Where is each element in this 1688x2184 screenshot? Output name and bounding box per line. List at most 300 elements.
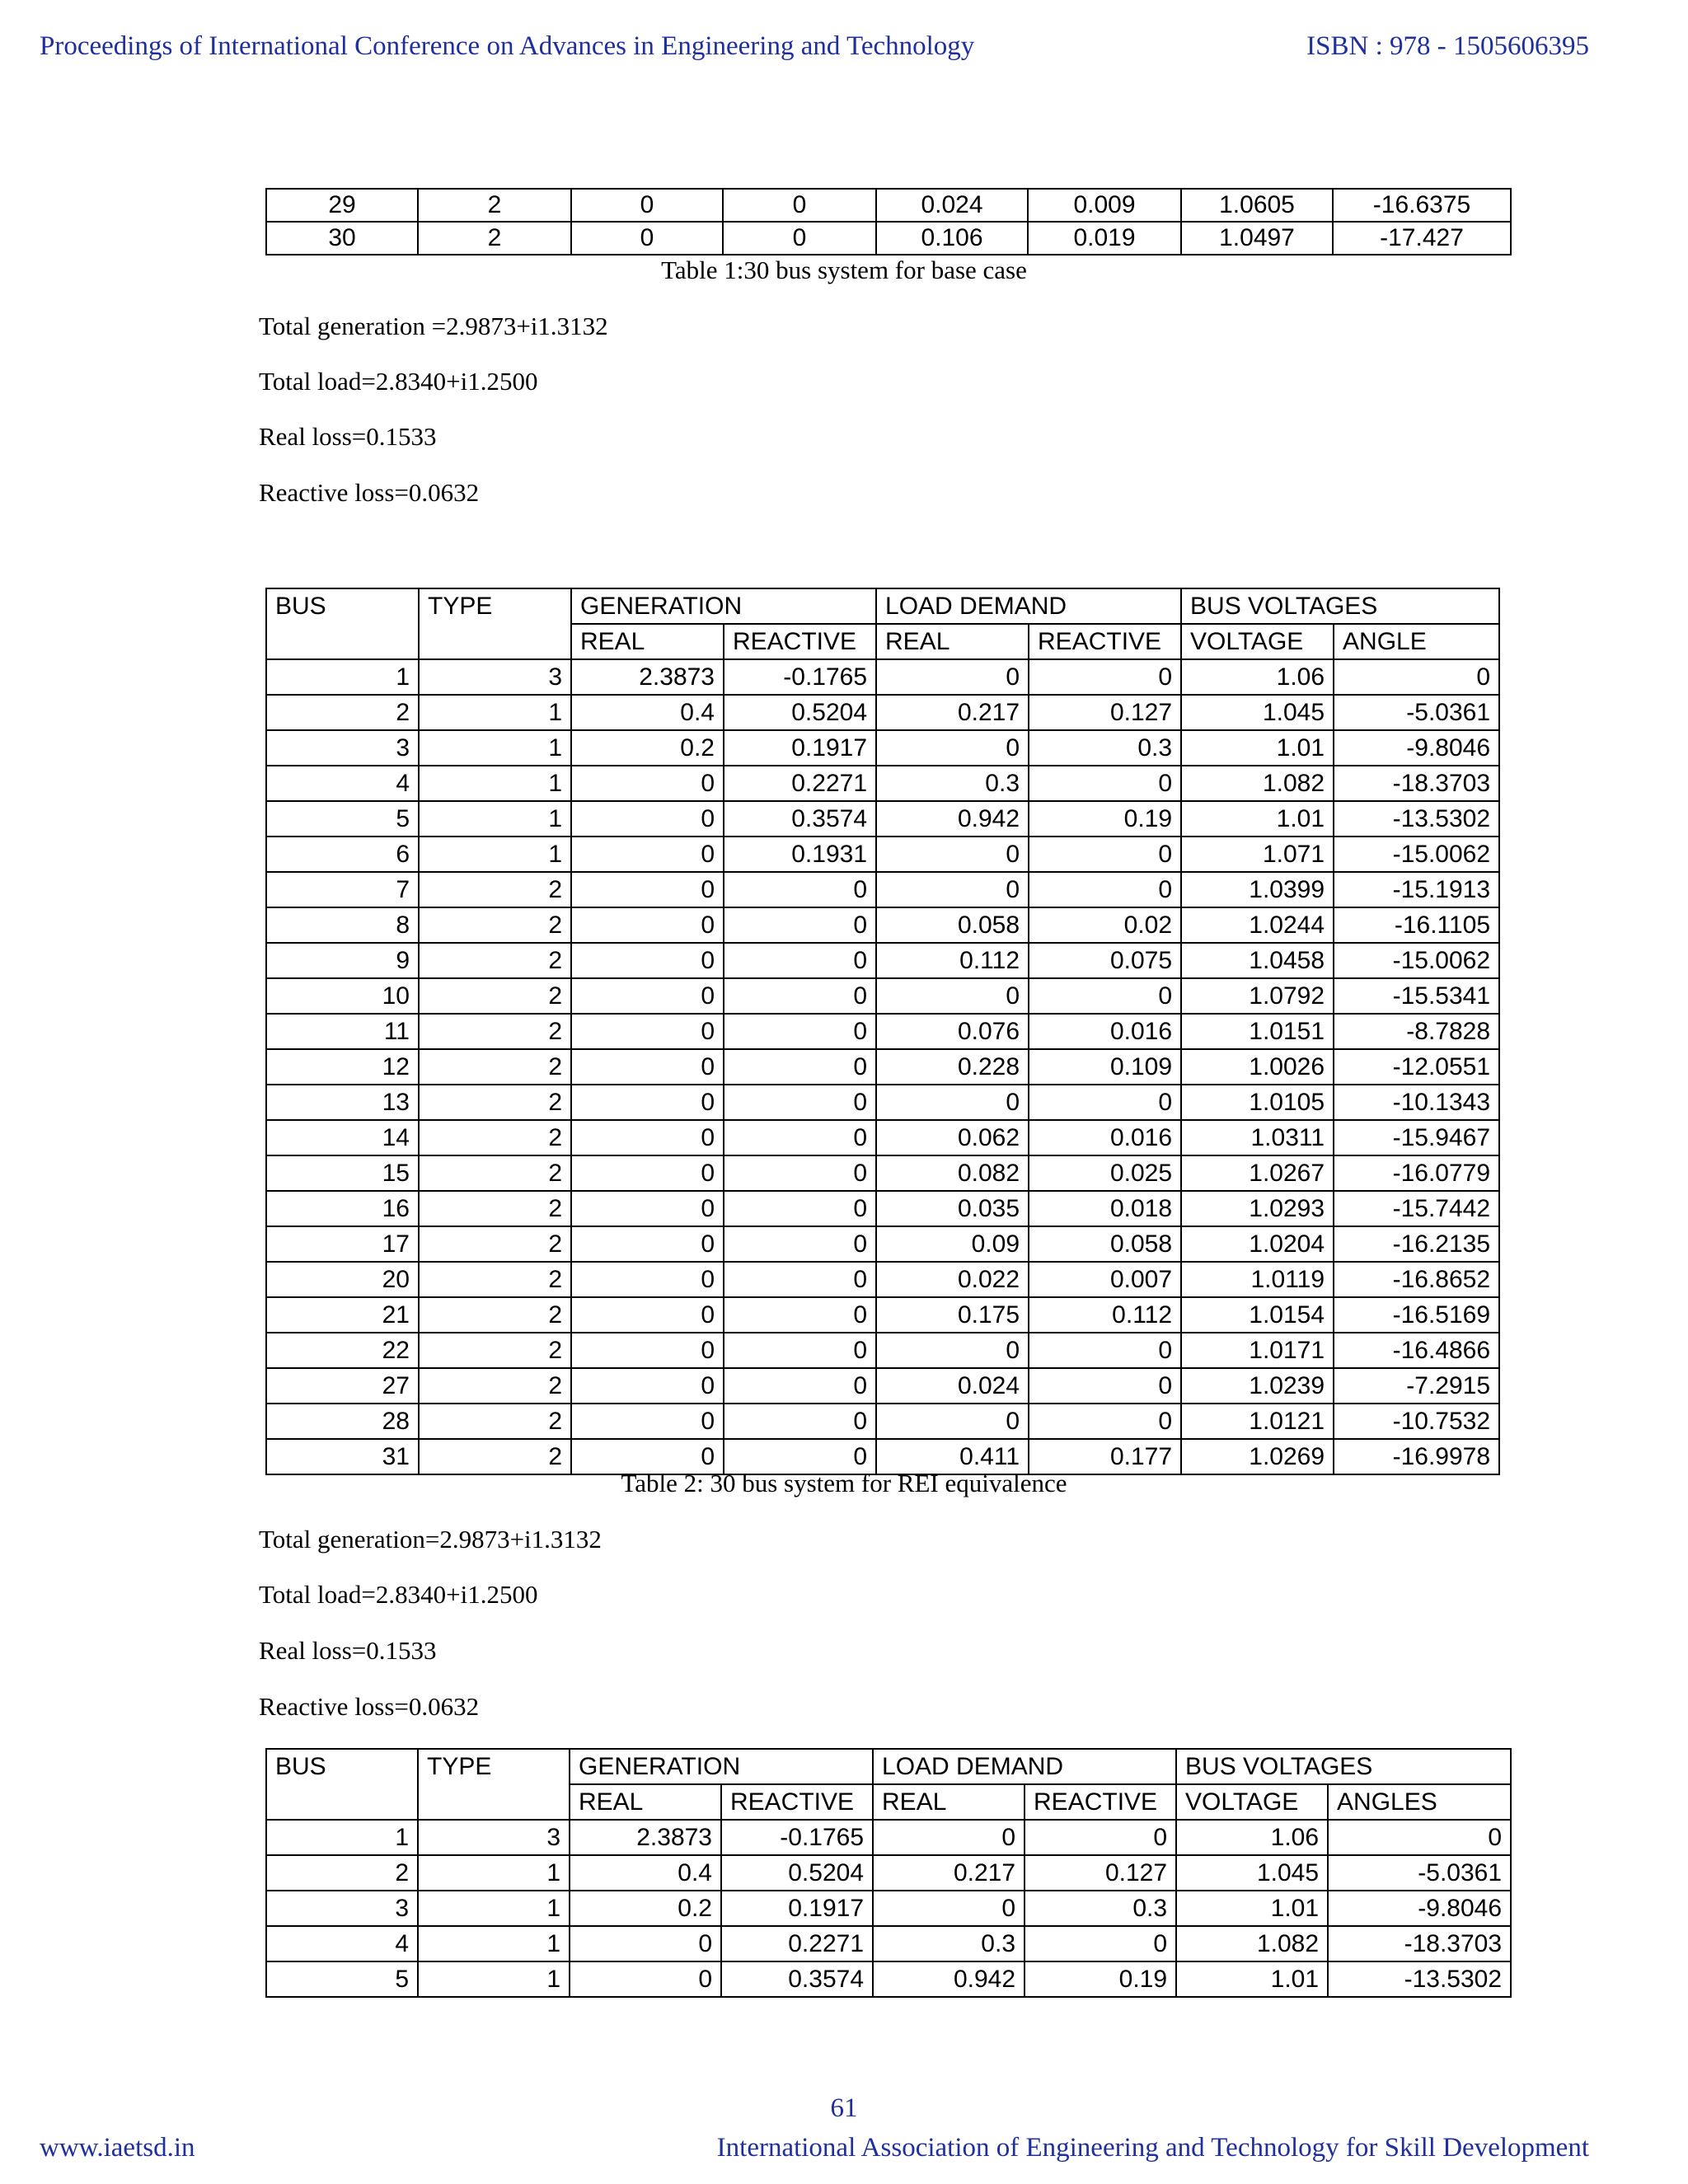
table-3-cell: 0.19 <box>1025 1961 1176 1997</box>
table-2-cell: 8 <box>266 907 419 943</box>
table-2-cell: 16 <box>266 1191 419 1226</box>
table-3-cell: 0.127 <box>1025 1855 1176 1891</box>
table-3-cell: -18.3703 <box>1328 1926 1511 1961</box>
table-2-cell: 0 <box>1029 766 1181 801</box>
table-1-cell: 29 <box>266 189 418 222</box>
table-2-cell: 0.058 <box>876 907 1029 943</box>
table-3-subheader-angles: ANGLES <box>1328 1784 1511 1820</box>
table-2-cell: 1.0119 <box>1181 1262 1334 1297</box>
table-2-cell: 0 <box>876 659 1029 695</box>
table-2-cell: -15.0062 <box>1334 943 1499 978</box>
table-2-cell: 31 <box>266 1439 419 1474</box>
table-3-cell: 1.06 <box>1176 1820 1328 1855</box>
table-2-cell: 0.082 <box>876 1155 1029 1191</box>
table-2-row <box>266 1368 1499 1404</box>
table-3-cell: 0.942 <box>873 1961 1025 1997</box>
table-1-cell: 0 <box>723 189 876 222</box>
table-2-cell: 1.0244 <box>1181 907 1334 943</box>
table-3-cell: 4 <box>266 1926 418 1961</box>
table-2-cell: 5 <box>266 801 419 837</box>
table-2-header-type: TYPE <box>419 588 571 659</box>
table-2-cell: 0 <box>724 1368 876 1404</box>
table-2-cell: 0 <box>571 872 724 907</box>
table-2-cell: 0.2 <box>571 730 724 766</box>
table-2-cell: -9.8046 <box>1334 730 1499 766</box>
table-3-cell: 0 <box>873 1891 1025 1926</box>
table-2-header-generation: GENERATION <box>571 588 876 624</box>
table-2-cell: 2 <box>419 1333 571 1368</box>
summary-1-real-loss: Real loss=0.1533 <box>259 422 437 451</box>
table-2-cell: 0 <box>724 1439 876 1474</box>
table-2-cell: 0.112 <box>876 943 1029 978</box>
table-2-cell: 2 <box>419 872 571 907</box>
table-3-subheader-load-real: REAL <box>873 1784 1025 1820</box>
table-2-cell: 0.025 <box>1029 1155 1181 1191</box>
table-2-cell: 2 <box>419 1404 571 1439</box>
table-2-cell: 0.016 <box>1029 1014 1181 1049</box>
table-3-cell: 0 <box>1328 1820 1511 1855</box>
table-1-cell: 0.024 <box>876 189 1028 222</box>
table-2-header-bus: BUS <box>266 588 419 659</box>
table-3-cell: 1 <box>266 1820 418 1855</box>
table-2-header-load-demand: LOAD DEMAND <box>876 588 1181 624</box>
table-2-cell: 0 <box>1029 659 1181 695</box>
table-3-cell: -5.0361 <box>1328 1855 1511 1891</box>
table-2-cell: 0.2271 <box>724 766 876 801</box>
table-1-cell: 0.106 <box>876 222 1028 255</box>
table-2-row <box>266 1014 1499 1049</box>
table-2-cell: 0 <box>571 1297 724 1333</box>
table-2-row <box>266 1120 1499 1155</box>
table-2-cell: 10 <box>266 978 419 1014</box>
table-2-cell: 1 <box>419 695 571 730</box>
table-2-cell: 0.3574 <box>724 801 876 837</box>
table-2-cell: 2.3873 <box>571 659 724 695</box>
table-3-header-bus-voltages: BUS VOLTAGES <box>1176 1749 1511 1784</box>
table-1-caption: Table 1:30 bus system for base case <box>661 255 1027 284</box>
table-2-cell: 27 <box>266 1368 419 1404</box>
table-2-cell: 1.071 <box>1181 837 1334 872</box>
table-2-row <box>266 766 1499 801</box>
table-2-cell: 0 <box>724 1262 876 1297</box>
table-2 <box>265 588 1500 1475</box>
table-3-row <box>266 1891 1511 1926</box>
table-2-cell: 0.5204 <box>724 695 876 730</box>
table-2-cell: 0 <box>571 1120 724 1155</box>
table-3-cell: 0.3 <box>873 1926 1025 1961</box>
table-2-cell: 0.112 <box>1029 1297 1181 1333</box>
table-2-cell: 0 <box>571 1049 724 1085</box>
table-2-cell: 1.0399 <box>1181 872 1334 907</box>
table-2-row <box>266 837 1499 872</box>
table-2-cell: 1.0792 <box>1181 978 1334 1014</box>
table-2-cell: 0.942 <box>876 801 1029 837</box>
table-2-cell: -5.0361 <box>1334 695 1499 730</box>
table-2-cell: 0 <box>571 1439 724 1474</box>
table-2-row <box>266 1191 1499 1226</box>
table-2-subheader-gen-reactive: REACTIVE <box>724 624 876 659</box>
table-2-cell: 2 <box>266 695 419 730</box>
table-2-cell: 11 <box>266 1014 419 1049</box>
table-2-cell: 0 <box>571 978 724 1014</box>
table-2-cell: 2 <box>419 1085 571 1120</box>
table-2-cell: 0 <box>571 1155 724 1191</box>
table-3-subheader-voltage: VOLTAGE <box>1176 1784 1328 1820</box>
table-2-cell: 2 <box>419 978 571 1014</box>
table-3-cell: 0 <box>1025 1926 1176 1961</box>
table-2-cell: 1.0105 <box>1181 1085 1334 1120</box>
table-2-cell: 1.0171 <box>1181 1333 1334 1368</box>
table-1 <box>265 188 1512 255</box>
table-2-row <box>266 1297 1499 1333</box>
table-3-subheader-gen-real: REAL <box>570 1784 721 1820</box>
table-2-cell: 1.082 <box>1181 766 1334 801</box>
table-1-cell: 0 <box>571 189 723 222</box>
table-2-cell: 1.0311 <box>1181 1120 1334 1155</box>
table-2-subheader-gen-real: REAL <box>571 624 724 659</box>
table-2-cell: 0 <box>1029 978 1181 1014</box>
table-2-cell: -16.8652 <box>1334 1262 1499 1297</box>
summary-1-total-load: Total load=2.8340+i1.2500 <box>259 367 538 396</box>
table-2-cell: 0.062 <box>876 1120 1029 1155</box>
table-3 <box>265 1748 1512 1998</box>
table-2-cell: -16.2135 <box>1334 1226 1499 1262</box>
table-2-cell: 0 <box>724 978 876 1014</box>
table-2-cell: 0 <box>1029 1333 1181 1368</box>
table-2-cell: 0 <box>724 1297 876 1333</box>
table-3-cell: 0.1917 <box>721 1891 873 1926</box>
table-2-cell: 0 <box>1029 1368 1181 1404</box>
table-2-cell: 0.1931 <box>724 837 876 872</box>
table-2-row <box>266 943 1499 978</box>
table-2-cell: 0 <box>571 801 724 837</box>
table-2-cell: 28 <box>266 1404 419 1439</box>
table-2-cell: 0 <box>571 1226 724 1262</box>
table-2-cell: 2 <box>419 1439 571 1474</box>
table-3-cell: 0 <box>1025 1820 1176 1855</box>
table-2-cell: -8.7828 <box>1334 1014 1499 1049</box>
table-2-cell: 0.02 <box>1029 907 1181 943</box>
table-2-cell: 0 <box>724 1226 876 1262</box>
table-2-cell: 15 <box>266 1155 419 1191</box>
table-2-cell: 0.3 <box>876 766 1029 801</box>
table-1-body <box>266 189 1511 255</box>
table-2-cell: 0.177 <box>1029 1439 1181 1474</box>
table-2-cell: 6 <box>266 837 419 872</box>
table-2-cell: -16.0779 <box>1334 1155 1499 1191</box>
table-2-cell: -16.1105 <box>1334 907 1499 943</box>
table-2-cell: -12.0551 <box>1334 1049 1499 1085</box>
table-2-cell: 0.217 <box>876 695 1029 730</box>
table-2-cell: 0.007 <box>1029 1262 1181 1297</box>
table-2-cell: 0 <box>724 1155 876 1191</box>
table-3-row <box>266 1961 1511 1997</box>
table-2-cell: 0 <box>571 1262 724 1297</box>
table-3-cell: 2 <box>266 1855 418 1891</box>
footer-organization: International Association of Engineering and Technology for Skill Development <box>716 2133 1589 2163</box>
table-2-cell: -15.7442 <box>1334 1191 1499 1226</box>
table-2-cell: 17 <box>266 1226 419 1262</box>
table-3-header-type: TYPE <box>418 1749 570 1820</box>
table-3-row <box>266 1820 1511 1855</box>
table-2-cell: 1 <box>419 730 571 766</box>
table-2-cell: 2 <box>419 1049 571 1085</box>
table-3-cell: 1.01 <box>1176 1891 1328 1926</box>
table-2-row <box>266 730 1499 766</box>
table-2-cell: 7 <box>266 872 419 907</box>
table-2-cell: 2 <box>419 943 571 978</box>
table-2-cell: 1.0151 <box>1181 1014 1334 1049</box>
table-2-cell: -16.5169 <box>1334 1297 1499 1333</box>
table-2-row <box>266 1404 1499 1439</box>
table-2-cell: 1 <box>419 766 571 801</box>
table-2-cell: 13 <box>266 1085 419 1120</box>
table-2-cell: 0.109 <box>1029 1049 1181 1085</box>
table-2-cell: 0 <box>724 872 876 907</box>
table-2-row <box>266 659 1499 695</box>
table-2-cell: 0 <box>724 1049 876 1085</box>
table-2-cell: 9 <box>266 943 419 978</box>
table-1-cell: 0 <box>571 222 723 255</box>
table-2-cell: 2 <box>419 1368 571 1404</box>
table-2-cell: 0 <box>724 1014 876 1049</box>
table-3-cell: 0.3 <box>1025 1891 1176 1926</box>
table-3-cell: 0 <box>873 1820 1025 1855</box>
running-header-title: Proceedings of International Conference on Advances in Engineering and Technology <box>40 31 975 61</box>
table-1-cell: 30 <box>266 222 418 255</box>
table-2-cell: 0 <box>571 837 724 872</box>
running-header-isbn: ISBN : 978 - 1505606395 <box>1306 31 1589 61</box>
table-2-cell: -18.3703 <box>1334 766 1499 801</box>
table-2-cell: 2 <box>419 1120 571 1155</box>
table-3-cell: 1.01 <box>1176 1961 1328 1997</box>
table-2-cell: 3 <box>266 730 419 766</box>
table-2-cell: 1 <box>419 801 571 837</box>
table-2-cell: 0.035 <box>876 1191 1029 1226</box>
table-1-cell: 2 <box>418 222 571 255</box>
table-3-cell: 0.2271 <box>721 1926 873 1961</box>
table-3-cell: 3 <box>266 1891 418 1926</box>
table-2-cell: -16.4866 <box>1334 1333 1499 1368</box>
table-2-cell: 0.19 <box>1029 801 1181 837</box>
table-2-cell: 0.4 <box>571 695 724 730</box>
table-2-cell: -15.5341 <box>1334 978 1499 1014</box>
table-2-cell: 4 <box>266 766 419 801</box>
table-3-cell: 3 <box>418 1820 570 1855</box>
table-2-cell: -10.7532 <box>1334 1404 1499 1439</box>
table-2-cell: -7.2915 <box>1334 1368 1499 1404</box>
page-number: 61 <box>830 2093 858 2123</box>
table-2-row <box>266 695 1499 730</box>
table-3-cell: 0 <box>570 1961 721 1997</box>
summary-1-total-generation: Total generation =2.9873+i1.3132 <box>259 312 608 340</box>
table-2-cell: 0 <box>724 1120 876 1155</box>
table-2-cell: 0 <box>1029 1085 1181 1120</box>
table-1-cell: 1.0497 <box>1181 222 1333 255</box>
table-2-cell: 0.018 <box>1029 1191 1181 1226</box>
table-2-cell: 0 <box>724 1333 876 1368</box>
table-2-cell: 0.09 <box>876 1226 1029 1262</box>
table-3-cell: 1.082 <box>1176 1926 1328 1961</box>
table-3-row <box>266 1926 1511 1961</box>
table-2-cell: 20 <box>266 1262 419 1297</box>
table-3-cell: 0 <box>570 1926 721 1961</box>
table-2-cell: 0 <box>1029 872 1181 907</box>
table-2-cell: 0.127 <box>1029 695 1181 730</box>
table-2-cell: 1.0293 <box>1181 1191 1334 1226</box>
table-3-cell: -13.5302 <box>1328 1961 1511 1997</box>
table-2-cell: 0 <box>876 872 1029 907</box>
table-2-row <box>266 1155 1499 1191</box>
table-2-cell: 0.022 <box>876 1262 1029 1297</box>
table-2-cell: 1.045 <box>1181 695 1334 730</box>
table-3-cell: 1 <box>418 1891 570 1926</box>
table-2-cell: 0 <box>724 1191 876 1226</box>
table-2-cell: 0 <box>571 1191 724 1226</box>
table-2-cell: 1 <box>419 837 571 872</box>
table-2-cell: 2 <box>419 1191 571 1226</box>
table-2-cell: -16.9978 <box>1334 1439 1499 1474</box>
table-3-header-generation: GENERATION <box>570 1749 873 1784</box>
summary-2-total-load: Total load=2.8340+i1.2500 <box>259 1580 538 1609</box>
table-2-cell: 1.0026 <box>1181 1049 1334 1085</box>
table-2-subheader-voltage: VOLTAGE <box>1181 624 1334 659</box>
table-2-cell: 22 <box>266 1333 419 1368</box>
table-3-cell: 0.5204 <box>721 1855 873 1891</box>
footer-website: www.iaetsd.in <box>40 2133 195 2163</box>
table-2-cell: -10.1343 <box>1334 1085 1499 1120</box>
table-3-header-load-demand: LOAD DEMAND <box>873 1749 1176 1784</box>
summary-2-total-generation: Total generation=2.9873+i1.3132 <box>259 1525 602 1554</box>
table-2-cell: 1.01 <box>1181 801 1334 837</box>
summary-2-reactive-loss: Reactive loss=0.0632 <box>259 1692 480 1721</box>
table-2-row <box>266 1049 1499 1085</box>
table-2-row <box>266 1333 1499 1368</box>
table-3-cell: 5 <box>266 1961 418 1997</box>
table-2-cell: 1.0121 <box>1181 1404 1334 1439</box>
table-2-cell: 0 <box>571 1014 724 1049</box>
table-2-cell: 21 <box>266 1297 419 1333</box>
table-2-row <box>266 1226 1499 1262</box>
table-2-cell: 0.024 <box>876 1368 1029 1404</box>
table-3-cell: 1 <box>418 1926 570 1961</box>
table-3-cell: 0.2 <box>570 1891 721 1926</box>
table-2-cell: 0 <box>571 1368 724 1404</box>
summary-1-reactive-loss: Reactive loss=0.0632 <box>259 478 480 507</box>
table-1-cell: -16.6375 <box>1333 189 1511 222</box>
table-2-row <box>266 907 1499 943</box>
table-2-cell: 0 <box>571 943 724 978</box>
table-2-subheader-load-reactive: REACTIVE <box>1029 624 1181 659</box>
table-2-cell: 2 <box>419 907 571 943</box>
table-2-body <box>266 659 1499 1474</box>
table-2-row <box>266 978 1499 1014</box>
table-3-subheader-load-reactive: REACTIVE <box>1025 1784 1176 1820</box>
table-1-cell: 1.0605 <box>1181 189 1333 222</box>
table-1-cell: 2 <box>418 189 571 222</box>
table-2-cell: 12 <box>266 1049 419 1085</box>
table-2-cell: 0 <box>876 837 1029 872</box>
table-3-cell: 1 <box>418 1855 570 1891</box>
table-2-cell: 0.075 <box>1029 943 1181 978</box>
table-2-row <box>266 1262 1499 1297</box>
table-2-cell: 1.01 <box>1181 730 1334 766</box>
table-2-cell: 0 <box>571 766 724 801</box>
table-2-cell: 14 <box>266 1120 419 1155</box>
table-2-cell: -13.5302 <box>1334 801 1499 837</box>
table-2-cell: 0.016 <box>1029 1120 1181 1155</box>
table-2-cell: 0.228 <box>876 1049 1029 1085</box>
table-3-cell: -0.1765 <box>721 1820 873 1855</box>
table-3-cell: -9.8046 <box>1328 1891 1511 1926</box>
table-2-cell: 0 <box>876 730 1029 766</box>
table-2-cell: 0.3 <box>1029 730 1181 766</box>
table-2-cell: 0 <box>876 1404 1029 1439</box>
table-3-cell: 0.3574 <box>721 1961 873 1997</box>
table-2-cell: 0.058 <box>1029 1226 1181 1262</box>
table-2-row <box>266 801 1499 837</box>
table-2-cell: -15.0062 <box>1334 837 1499 872</box>
table-2-cell: 0 <box>724 907 876 943</box>
table-3-cell: 1.045 <box>1176 1855 1328 1891</box>
table-3-cell: 2.3873 <box>570 1820 721 1855</box>
table-3-header-bus: BUS <box>266 1749 418 1820</box>
table-2-cell: 0 <box>1334 659 1499 695</box>
table-2-subheader-load-real: REAL <box>876 624 1029 659</box>
table-2-cell: 0 <box>724 943 876 978</box>
table-2-cell: 1.0154 <box>1181 1297 1334 1333</box>
table-1-cell: 0.009 <box>1028 189 1181 222</box>
table-1-cell: 0 <box>723 222 876 255</box>
table-2-subheader-angle: ANGLE <box>1334 624 1499 659</box>
table-2-cell: 1.0458 <box>1181 943 1334 978</box>
table-2-row <box>266 872 1499 907</box>
table-3-body <box>266 1820 1511 1997</box>
table-2-cell: 1.06 <box>1181 659 1334 695</box>
table-2-cell: 2 <box>419 1226 571 1262</box>
table-2-cell: 1.0239 <box>1181 1368 1334 1404</box>
table-2-cell: 0.175 <box>876 1297 1029 1333</box>
table-2-cell: 2 <box>419 1155 571 1191</box>
table-2-cell: 0 <box>571 1085 724 1120</box>
table-1-row <box>266 189 1511 222</box>
table-2-cell: 0 <box>1029 1404 1181 1439</box>
table-2-cell: -0.1765 <box>724 659 876 695</box>
table-2-cell: 0 <box>571 907 724 943</box>
table-1-cell: -17.427 <box>1333 222 1511 255</box>
table-2-cell: 0.411 <box>876 1439 1029 1474</box>
table-3-subheader-gen-reactive: REACTIVE <box>721 1784 873 1820</box>
table-3-cell: 1 <box>418 1961 570 1997</box>
table-2-cell: 3 <box>419 659 571 695</box>
table-2-cell: 1.0267 <box>1181 1155 1334 1191</box>
table-2-caption: Table 2: 30 bus system for REI equivalence <box>621 1469 1067 1497</box>
table-2-cell: 0 <box>571 1404 724 1439</box>
table-3-row <box>266 1855 1511 1891</box>
table-2-cell: 0 <box>876 1085 1029 1120</box>
summary-2-real-loss: Real loss=0.1533 <box>259 1636 437 1665</box>
table-2-cell: 1.0204 <box>1181 1226 1334 1262</box>
table-1-row <box>266 222 1511 255</box>
table-2-cell: 0 <box>724 1404 876 1439</box>
table-2-cell: -15.9467 <box>1334 1120 1499 1155</box>
table-2-cell: 1 <box>266 659 419 695</box>
table-2-cell: 2 <box>419 1014 571 1049</box>
table-2-cell: 1.0269 <box>1181 1439 1334 1474</box>
table-2-row <box>266 1085 1499 1120</box>
table-3-cell: 0.217 <box>873 1855 1025 1891</box>
table-2-cell: 0 <box>571 1333 724 1368</box>
